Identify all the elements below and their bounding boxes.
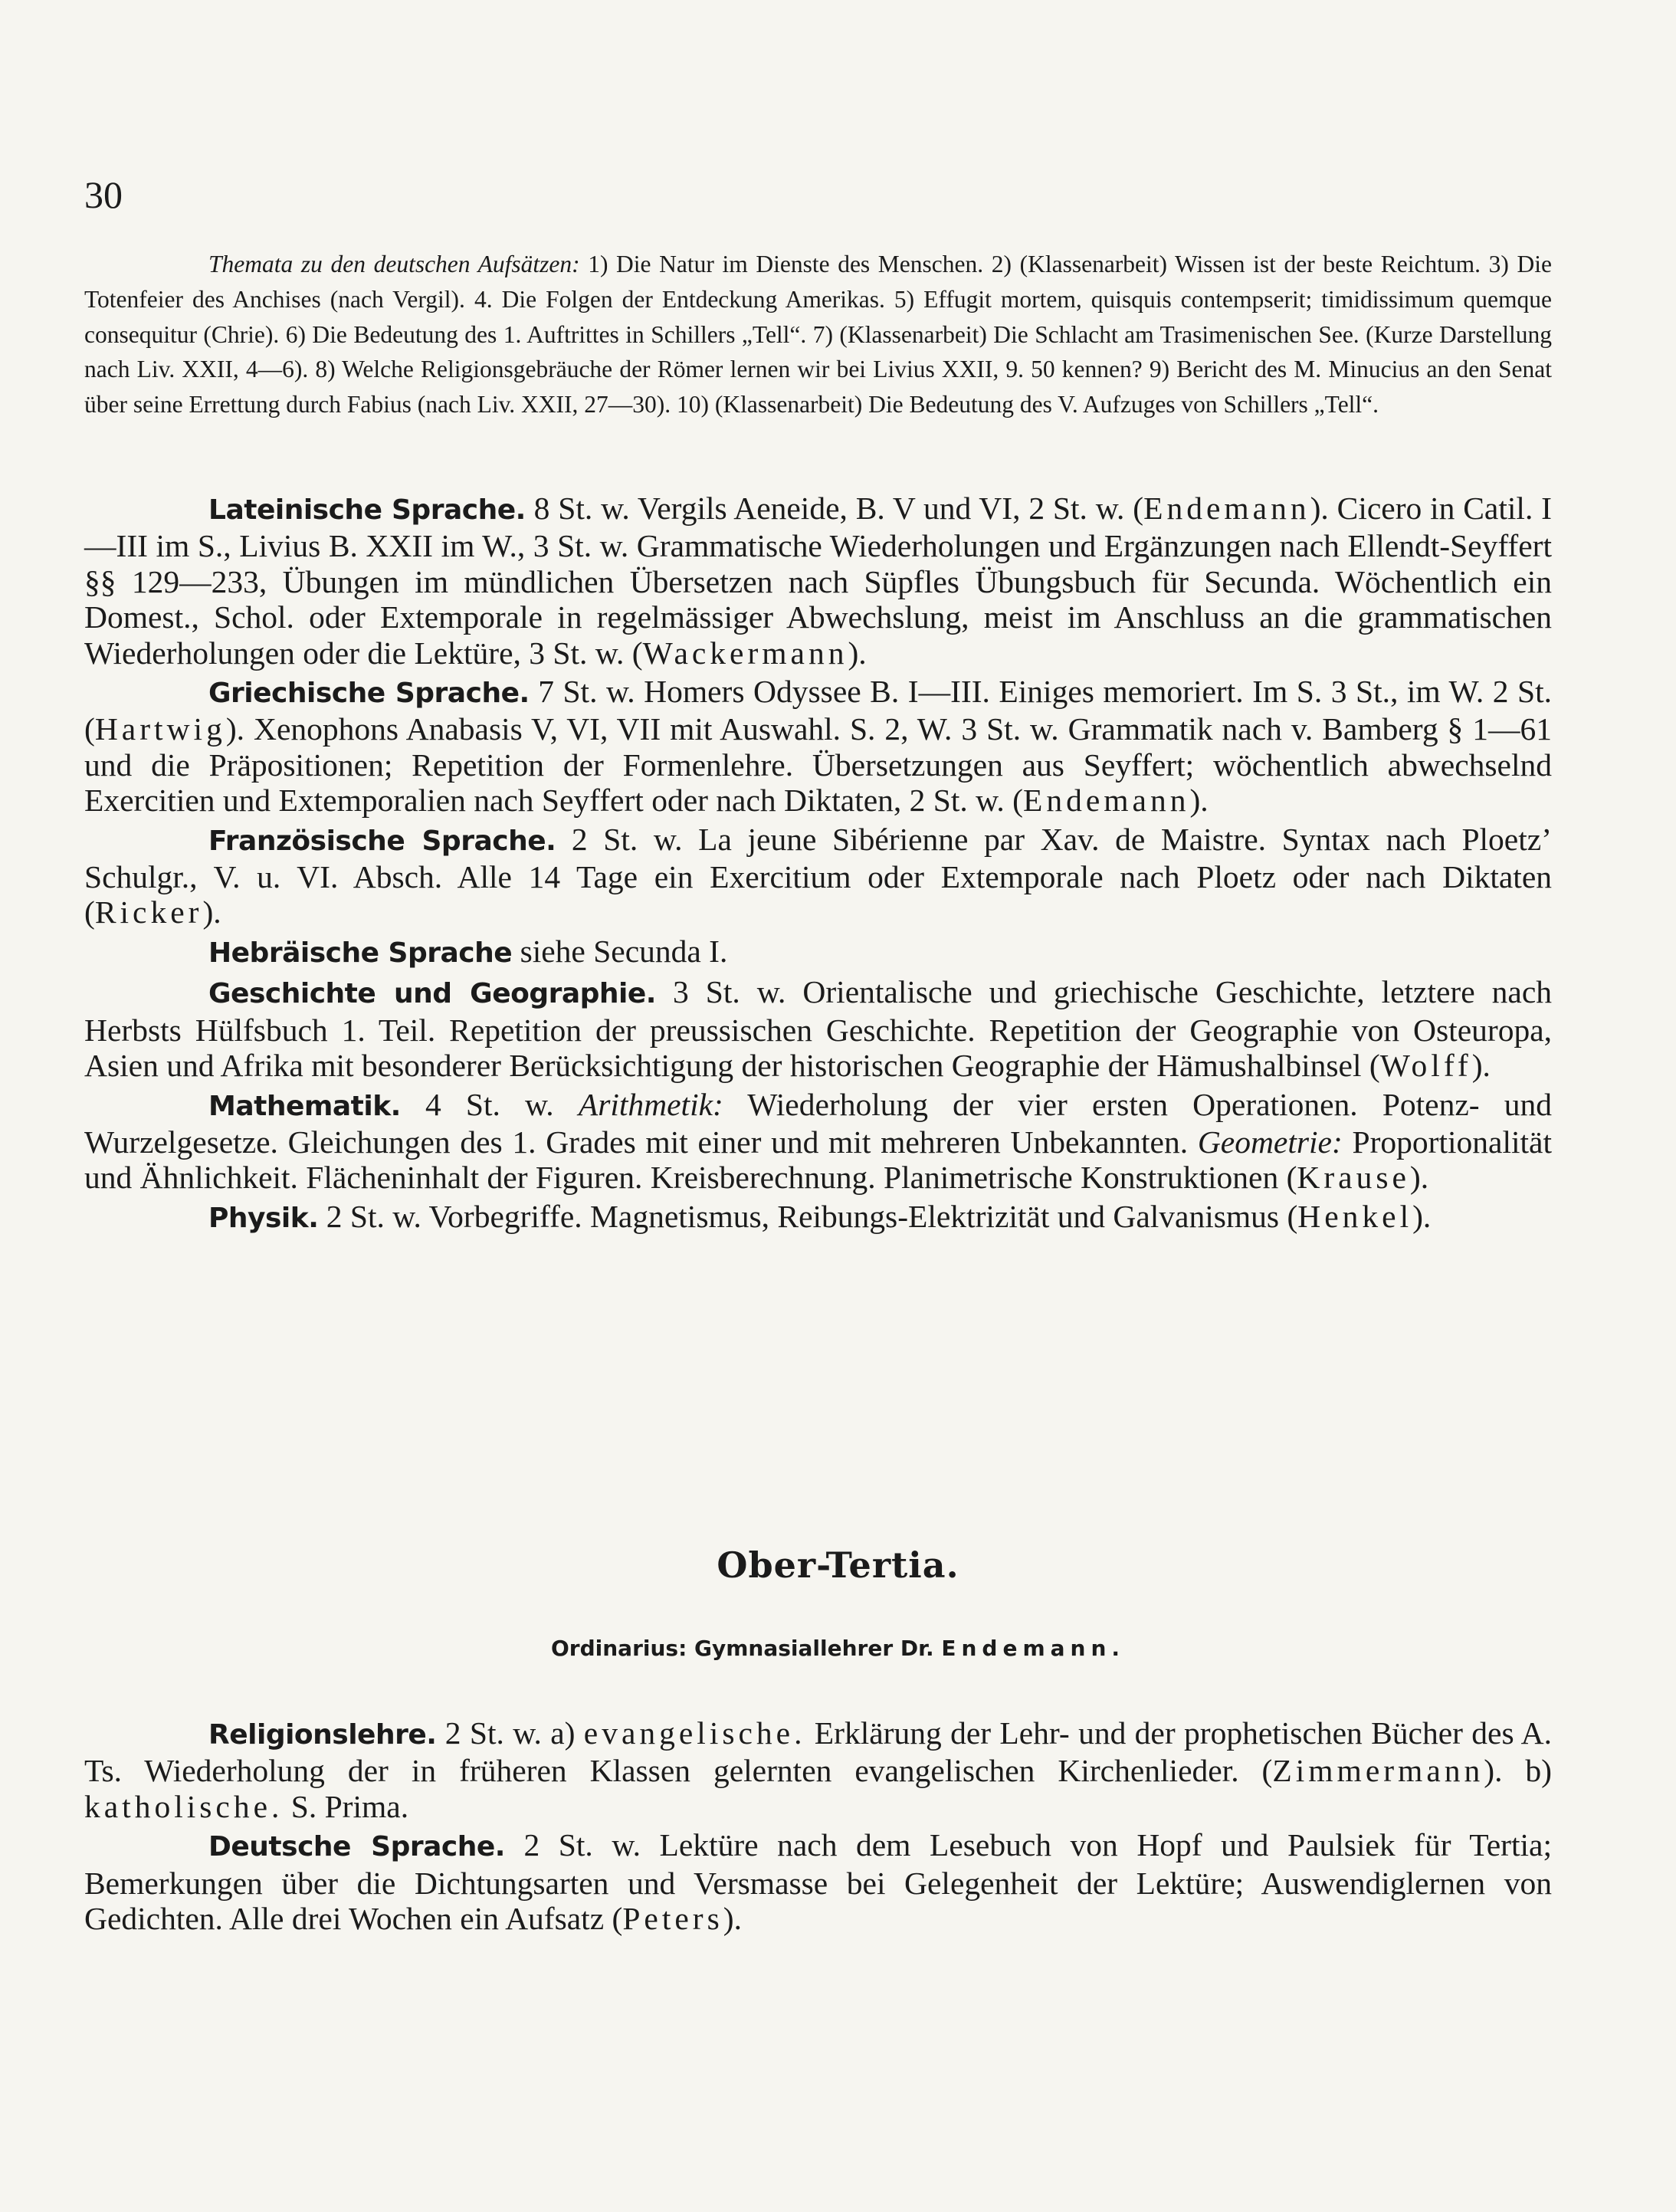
mathematik-text-4: ). xyxy=(1409,1160,1429,1196)
ordinarius-label: Ordinarius: Gymnasiallehrer Dr. xyxy=(550,1636,942,1661)
teacher-name: Wolff xyxy=(1379,1048,1472,1084)
teacher-name: Ricker xyxy=(94,894,203,930)
franzoesisch-paragraph xyxy=(84,822,1552,930)
latein-subject: Lateinische Sprache. xyxy=(208,494,526,526)
teacher-name: Hartwig xyxy=(94,711,226,747)
physik-paragraph xyxy=(84,1199,1552,1236)
themata-paragraph xyxy=(84,247,1552,422)
griechisch-text-3: ). xyxy=(1189,783,1209,819)
deutsch-text-2: ). xyxy=(723,1901,742,1937)
religion-text-3: ). b) xyxy=(1484,1753,1552,1789)
religion-subject: Religionslehre. xyxy=(208,1719,437,1751)
geschichte-paragraph xyxy=(84,974,1552,1083)
mathematik-text-1: 4 St. w. xyxy=(400,1086,579,1122)
teacher-name: Zimmermann xyxy=(1272,1753,1484,1789)
latein-text-3: ). xyxy=(848,635,867,671)
physik-subject: Physik. xyxy=(208,1202,319,1234)
geschichte-text-1: 3 St. w. Orientalische und griechische Geschichte, letztere nach Herbsts Hülfsbuch 1. Teil. Repetition der preussischen Geschichte. Repetition der Geographie von Osteuropa, Asien und Afrika mit besonderer Berücksichtigung der historischen Geographie der Hämushalbinsel ( xyxy=(84,974,1553,1084)
latein-paragraph xyxy=(84,491,1552,671)
themata-heading: Themata zu den deutschen Aufsätzen: xyxy=(208,251,580,277)
deutsch-paragraph xyxy=(84,1827,1552,1936)
teacher-name: Endemann xyxy=(1143,491,1310,526)
franzoesisch-subject: Französische Sprache. xyxy=(208,825,556,857)
section-title: Ober-Tertia. xyxy=(717,1544,959,1586)
teacher-name: Wackermann xyxy=(642,635,848,671)
mathematik-paragraph xyxy=(84,1087,1552,1196)
mathematik-subject: Mathematik. xyxy=(208,1090,401,1122)
geschichte-subject: Geschichte und Geographie. xyxy=(208,978,656,1010)
teacher-name: Endemann xyxy=(1023,783,1190,819)
latein-text-2: ). Cicero in Catil. I—III im S., Livius B. XXII im W., 3 St. w. Grammatische Wiederholungen und Ergänzungen nach Ellendt-Seyffert §§ 129—233, Übungen im mündlichen Übersetzen nach Süpfles Übungsbuch für Secunda. Wöchentlich ein Domest., Schol. oder Extemporale in regelmässiger Abwechslung, meist im Anschluss an die grammatischen Wiederholungen oder die Lektüre, 3 St. w. ( xyxy=(84,491,1552,671)
physik-text-1: 2 St. w. Vorbegriffe. Magnetismus, Reibungs-Elektrizität und Galvanismus ( xyxy=(318,1198,1298,1234)
teacher-name: Henkel xyxy=(1297,1198,1413,1234)
religion-paragraph xyxy=(84,1715,1552,1824)
geometrie-label: Geometrie: xyxy=(1197,1124,1343,1160)
griechisch-text-1: 7 St. w. Homers Odyssee B. I—III. Einiges memoriert. Im S. 3 St., im W. 2 St. ( xyxy=(84,674,1552,747)
griechisch-paragraph xyxy=(84,674,1552,819)
teacher-name: Peters xyxy=(622,1901,723,1937)
griechisch-text-2: ). Xenophons Anabasis V, VI, VII mit Auswahl. S. 2, W. 3 St. w. Grammatik nach v. Bamberg § 1—61 und die Präpositionen; Repetition der Formenlehre. Übersetzungen aus Seyffert; wöchentlich abwechselnd Exercitien und Extemporalien nach Seyffert oder nach Diktaten, 2 St. w. ( xyxy=(84,711,1552,819)
mathematik-text-2: Wiederholung der vier ersten Operationen. Potenz- und Wurzelgesetze. Gleichungen des 1. Grades mit einer und mit mehreren Unbekannten. xyxy=(84,1086,1552,1160)
untertertia-subjects xyxy=(84,491,1552,1236)
evangelisch-label: evangelische. xyxy=(583,1715,806,1751)
ordinarius-line xyxy=(0,1636,1676,1661)
religion-text-2: Erklärung der Lehr- und der prophetischen Bücher des A. Ts. Wiederholung der in früheren Klassen gelernten evangelischen Kirchenlieder. ( xyxy=(84,1715,1553,1789)
hebraeisch-paragraph xyxy=(84,934,1552,971)
geschichte-text-2: ). xyxy=(1471,1048,1491,1084)
deutsch-subject: Deutsche Sprache. xyxy=(208,1831,505,1863)
ordinarius-name: Endemann. xyxy=(941,1636,1126,1661)
page-number: 30 xyxy=(84,173,123,216)
katholisch-label: katholische. xyxy=(84,1788,284,1824)
arithmetik-label: Arithmetik: xyxy=(578,1086,723,1122)
franzoesisch-text-1: 2 St. w. La jeune Sibérienne par Xav. de Maistre. Syntax nach Ploetz’ Schulgr., V. u. VI. Absch. Alle 14 Tage ein Exercitium oder Extemporale nach Ploetz oder nach Diktaten ( xyxy=(84,821,1552,930)
griechisch-subject: Griechische Sprache. xyxy=(208,678,530,710)
mathematik-text-3: Proportionalität und Ähnlichkeit. Flächeninhalt der Figuren. Kreisberechnung. Planimetrische Konstruktionen ( xyxy=(84,1124,1552,1196)
physik-text-2: ). xyxy=(1412,1198,1432,1234)
deutsch-text-1: 2 St. w. Lektüre nach dem Lesebuch von Hopf und Paulsiek für Tertia; Bemerkungen über die Dichtungsarten und Versmasse bei Gelegenheit der Lektüre; Auswendiglernen von Gedichten. Alle drei Wochen ein Aufsatz ( xyxy=(84,1827,1553,1937)
hebraeisch-subject: Hebräische Sprache xyxy=(208,937,513,969)
religion-text-1: 2 St. w. a) xyxy=(436,1715,584,1751)
latein-text-1: 8 St. w. Vergils Aeneide, B. V und VI, 2 St. w. ( xyxy=(525,491,1144,526)
themata-body: 1) Die Natur im Dienste des Menschen. 2) (Klassenarbeit) Wissen ist der beste Reichtum. 3) Die Totenfeier des Anchises (nach Vergil). 4. Die Folgen der Entdeckung Amerikas. 5) Effugit mortem, quisquis contempserit; timidissimum quemque consequitur (Chrie). 6) Die Bedeutung des 1. Auftrittes in Schillers „Tell“. 7) (Klassenarbeit) Die Schlacht am Trasimenischen See. (Kurze Darstellung nach Liv. XXII, 4—6). 8) Welche Religionsgebräuche der Römer lernen wir bei Livius XXII, 9. 50 kennen? 9) Bericht des M. Minucius an den Senat über seine Errettung durch Fabius (nach Liv. XXII, 27—30). 10) (Klassenarbeit) Die Bedeutung des V. Aufzuges von Schillers „Tell“. xyxy=(84,251,1553,418)
teacher-name: Krause xyxy=(1297,1160,1410,1196)
obertertia-subjects xyxy=(84,1715,1552,1936)
religion-text-4: S. Prima. xyxy=(283,1788,409,1824)
hebraeisch-text-1: siehe Secunda I. xyxy=(512,933,728,969)
franzoesisch-text-2: ). xyxy=(202,894,221,930)
